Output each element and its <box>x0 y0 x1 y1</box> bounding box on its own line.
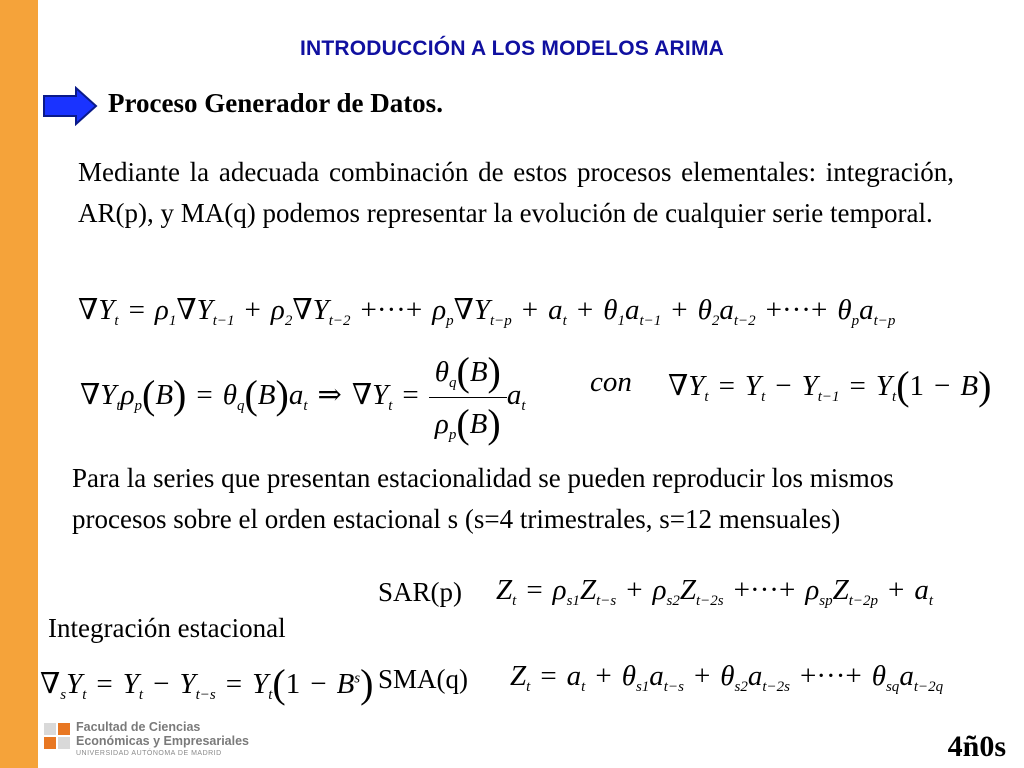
arrow-right-icon <box>42 86 98 126</box>
paragraph-seasonal: Para la series que presentan estacionalidad se pueden reproducir los mismos procesos sobre el orden estacional s (s=4 trimestrales, s=12 mensuales) <box>72 463 894 534</box>
label-integracion: Integración estacional <box>48 613 286 643</box>
faculty-logo <box>44 717 264 763</box>
equation-seasonal-difference: $\nabla_sY_t = Y_t - Y_{t-s} = Y_t(1 - B^s)$ <box>40 661 374 706</box>
label-sar: SAR(p) <box>378 577 463 607</box>
equation-sma: $Z_t = a_t + \theta_{s1}a_{t-s} + \theta_{s2}a_{t-2s}$ +···+ $\theta_{sq}a_{t-2q}$ <box>510 660 944 695</box>
section-subtitle: Proceso Generador de Datos. <box>108 88 443 118</box>
equation-arma-operator: $\nabla Y_t\rho_p(B) = \theta_q(B)a_t$ ⇒ $\nabla Y_t$ = $\frac{\theta_q(B)}{\rho_p(B)}$ $a_t$ <box>80 349 526 446</box>
equation-sar: $Z_t = \rho_{s1}Z_{t-s} + \rho_{s2}Z_{t-2s}$ +···+ $\rho_{sp}Z_{t-2p} + a_t$ <box>496 574 934 609</box>
logo-squares-icon <box>44 723 70 749</box>
label-con: con <box>590 366 632 398</box>
sidebar-stripe <box>0 0 38 768</box>
equation-arma-expanded: $\nabla Y_t = \rho_1\nabla Y_{t-1} + \rho_2\nabla Y_{t-2}$ +···+ $\rho_p\nabla Y_{t-p} + a_t + \theta_1a_{t-1} + \theta_2a_{t-2}$ +···+ $\theta_pa_{t-p}$ <box>78 294 896 329</box>
paragraph-intro: Mediante la adecuada combinación de estos procesos elementales: integración, AR(p), y MA(q) podemos representar la evolución de cualquier serie temporal. <box>78 157 954 228</box>
logo-line2: Económicas y Empresariales <box>76 734 250 748</box>
logo-line3: UNIVERSIDAD AUTÓNOMA DE MADRID <box>76 750 222 757</box>
label-sma: SMA(q) <box>378 664 469 694</box>
logo-line1: Facultad de Ciencias <box>76 720 201 734</box>
equation-difference: $\nabla Y_t = Y_t - Y_{t-1} = Y_t(1 - B)$ <box>668 363 992 408</box>
slide-number: 4ñ0s <box>947 730 1006 763</box>
slide-title: INTRODUCCIÓN A LOS MODELOS ARIMA <box>299 37 725 60</box>
